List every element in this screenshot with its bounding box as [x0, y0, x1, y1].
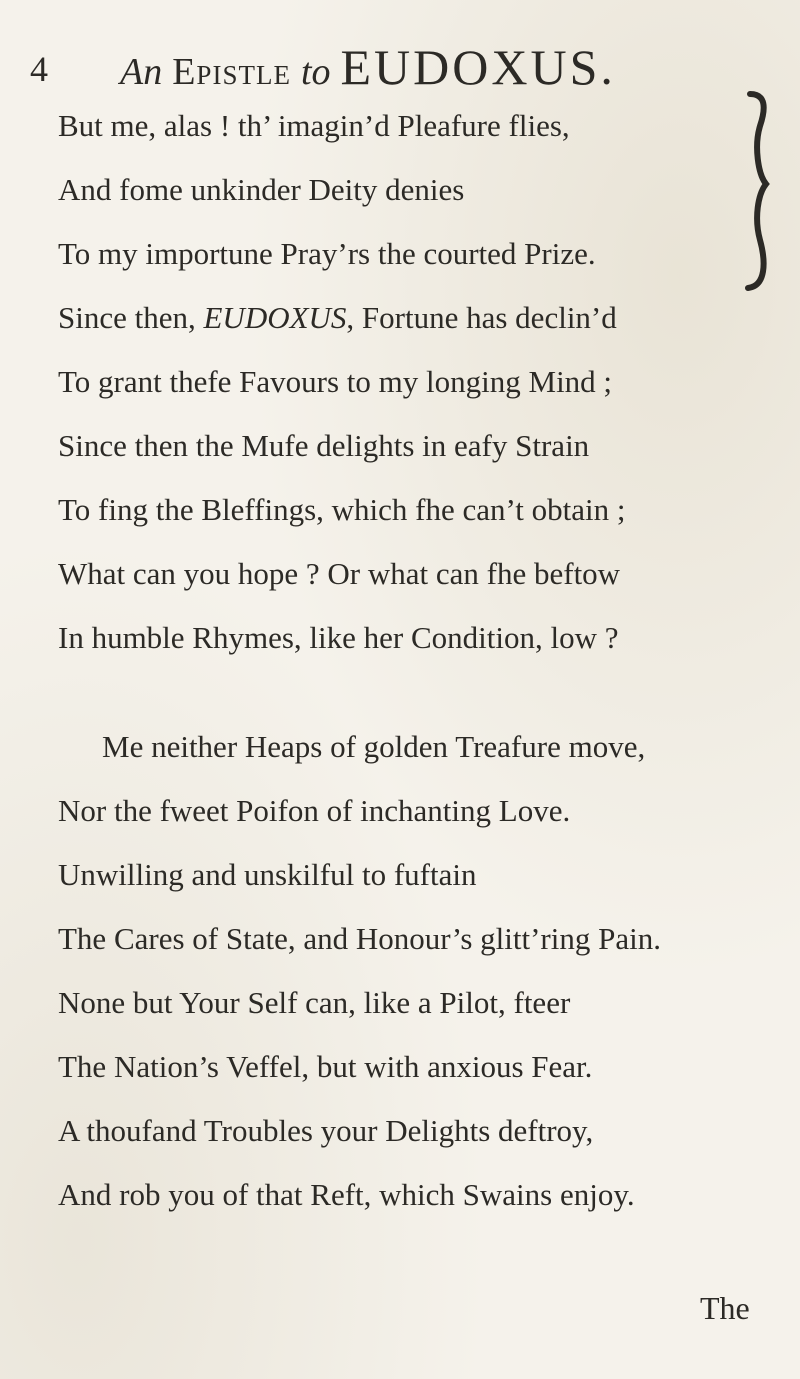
- verse-line: And fome unkinder Deity denies: [58, 172, 465, 207]
- verse-line: In humble Rhymes, like her Condition, low ?: [58, 620, 619, 655]
- verse-line: [58, 298, 617, 338]
- verse-line: None but Your Self can, like a Pilot, fteer: [58, 985, 571, 1020]
- running-title-to: to: [300, 51, 331, 93]
- verse-line: Me neither Heaps of golden Treafure move,: [102, 729, 646, 764]
- running-title: [120, 38, 616, 96]
- verse-line: To fing the Bleffings, which fhe can’t obtain ;: [58, 492, 626, 527]
- running-title-name: EUDOXUS.: [340, 39, 616, 95]
- verse-line: Nor the fweet Poifon of inchanting Love.: [58, 793, 571, 828]
- page-number: 4: [30, 49, 48, 89]
- running-title-an: An: [120, 51, 163, 93]
- verse-line: What can you hope ? Or what can fhe beftow: [58, 556, 621, 591]
- verse-line: A thoufand Troubles your Delights deftroy,: [58, 1113, 594, 1148]
- verse-line: Unwilling and unskilful to fuftain: [58, 857, 477, 892]
- curly-brace-icon: [736, 86, 776, 296]
- verse-line: And rob you of that Reft, which Swains enjoy.: [58, 1177, 635, 1212]
- verse-line: The Cares of State, and Honour’s glitt’ring Pain.: [58, 921, 661, 956]
- verse-line: The Nation’s Veffel, but with anxious Fear.: [58, 1049, 593, 1084]
- verse-line: Since then the Mufe delights in eafy Strain: [58, 428, 590, 463]
- catchword: The: [700, 1290, 750, 1326]
- verse-line: To grant thefe Favours to my longing Mind ;: [58, 364, 613, 399]
- verse-line: To my importune Pray’rs the courted Prize.: [58, 236, 596, 271]
- running-header: [30, 38, 770, 102]
- verse-line-text: Since then,: [58, 300, 204, 335]
- verse-line-text: , Fortune has declin’d: [346, 300, 617, 335]
- running-title-epistle: Epistle: [172, 51, 291, 93]
- verse-line: But me, alas ! th’ imagin’d Pleafure flies,: [58, 108, 570, 143]
- addressee-name: EUDOXUS: [203, 300, 347, 335]
